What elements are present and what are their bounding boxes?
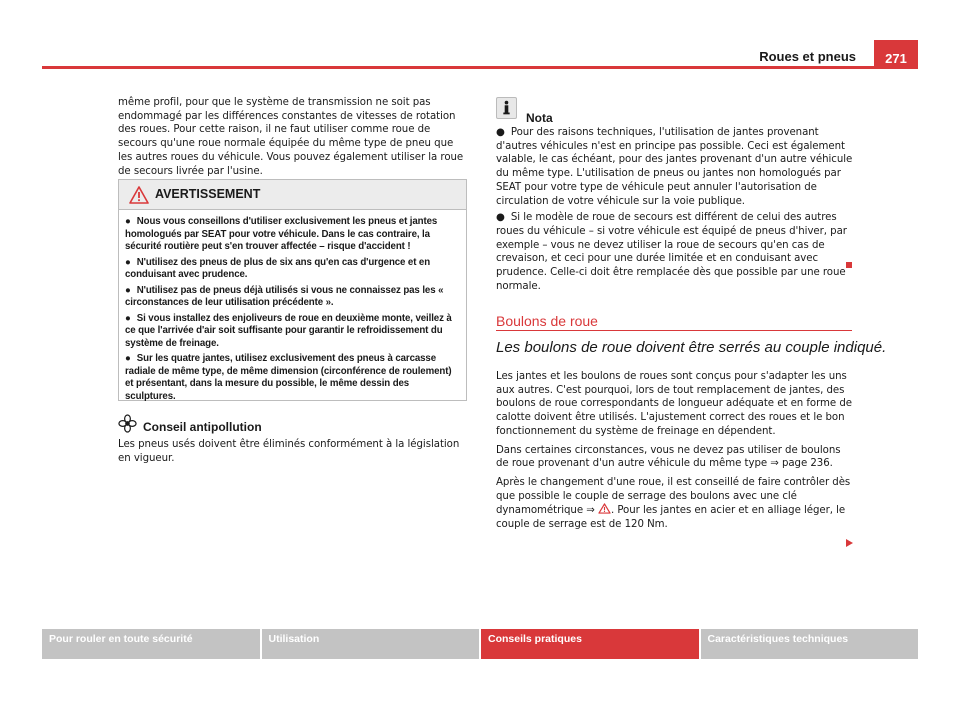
warning-item: ● N'utilisez pas de pneus déjà utilisés si vous ne connaissez pas les « circonstances de leur utilisation précédente ». bbox=[125, 284, 444, 308]
section-subtitle: Les boulons de roue doivent être serrés au couple indiqué. bbox=[496, 339, 887, 356]
page-number: 271 bbox=[874, 40, 918, 69]
warning-item: ● N'utilisez des pneus de plus de six ans qu'en cas d'urgence et en conduisant avec prudence. bbox=[125, 256, 431, 280]
warning-triangle-icon bbox=[129, 186, 149, 204]
eco-text: Les pneus usés doivent être éliminés conformément à la législation en vigueur. bbox=[118, 439, 460, 464]
intro-paragraph: même profil, pour que le système de transmission ne soit pas endommagé par les différences constantes de vitesses de rotation des roues. Pour cette raison, il ne faut utiliser comme roue de secours qu'une roue normale équipée du même type de pneu que les autres roues du véhicule. Vous pouvez également utiliser la roue de secours livrée par l'usine. bbox=[118, 97, 464, 177]
warning-item: ● Sur les quatre jantes, utilisez exclusivement des pneus à carcasse radiale de même type, de même dimension (circonférence de roulement) et présentant, dans la mesure du possible, le même dessin des sculptures. bbox=[125, 353, 452, 402]
warning-body bbox=[119, 210, 466, 403]
info-icon bbox=[496, 97, 517, 119]
section-title: Boulons de roue bbox=[496, 313, 598, 329]
nota-item: ● Si le modèle de roue de secours est différent de celui des autres roues du véhicule – si votre véhicule est équipé de pneus d'hiver, par exemple – vous ne devez utiliser la roue de secours qu'en cas de crevaison, et ceci pour une durée limitée et en conduisant avec prudence. Celle-ci doit être remplacée dès que possible par une roue normale. bbox=[496, 212, 847, 292]
footer-tab-usage[interactable]: Utilisation bbox=[262, 629, 480, 659]
flower-icon bbox=[118, 414, 137, 433]
section-body bbox=[496, 370, 854, 537]
header-rule bbox=[42, 66, 918, 69]
section-paragraph: Dans certaines circonstances, vous ne devez pas utiliser de boulons de roue provenant d'un autre véhicule du même type ⇒ page 236. bbox=[496, 444, 841, 470]
warning-item: ● Nous vous conseillons d'utiliser exclusivement les pneus et jantes homologués par SEAT pour votre véhicule. Dans le cas contraire, la sécurité routière peut s'en trouver affectée – risque d'accident ! bbox=[125, 216, 438, 252]
section-paragraph: Après le changement d'une roue, il est conseillé de faire contrôler dès que possible le couple de serrage des boulons avec une clé dynamométrique ⇒ . Pour les jantes en acier et en alliage léger, le couple de serrage est de 120 Nm. bbox=[496, 476, 851, 531]
eco-title: Conseil antipollution bbox=[143, 420, 262, 434]
warning-title: AVERTISSEMENT bbox=[155, 187, 261, 201]
left-column bbox=[118, 96, 466, 178]
arrow-right-icon bbox=[846, 539, 853, 547]
nota-body bbox=[496, 126, 854, 296]
section-rule bbox=[496, 330, 852, 331]
warning-box bbox=[118, 179, 467, 401]
warning-header bbox=[119, 180, 466, 210]
footer-tab-specs[interactable]: Caractéristiques techniques bbox=[701, 629, 919, 659]
footer-tab-safety[interactable]: Pour rouler en toute sécurité bbox=[42, 629, 260, 659]
warning-item: ● Si vous installez des enjoliveurs de roue en deuxième monte, veillez à ce que l'arrivée d'air soit suffisante pour garantir le refroidissement du système de freinage. bbox=[125, 312, 452, 349]
section-paragraph: Les jantes et les boulons de roues sont conçus pour s'adapter les uns aux autres. C'est pourquoi, lors de tout remplacement de jantes, des boulons de roue correspondants de longueur adéquate et en forme de calotte doivent être utilisés. L'ajustement correct des roues et le bon fonctionnement du système de freinage en dépendent. bbox=[496, 371, 852, 437]
nota-title: Nota bbox=[526, 111, 553, 125]
chapter-title: Roues et pneus bbox=[759, 49, 856, 64]
footer-nav bbox=[42, 629, 918, 659]
end-marker-square bbox=[846, 262, 852, 268]
footer-tab-practical[interactable]: Conseils pratiques bbox=[481, 629, 699, 659]
warning-triangle-icon[interactable] bbox=[598, 503, 611, 514]
nota-item: ● Pour des raisons techniques, l'utilisation de jantes provenant d'autres véhicules n'est en principe pas possible. Ceci est également valable, le cas échéant, pour des jantes provenant d'un autre véhicule du même type. L'utilisation de pneus ou jantes non homologués par SEAT pour votre type de véhicule peut annuler l'autorisation de circulation de votre véhicule sur la voie publique. bbox=[496, 127, 853, 207]
